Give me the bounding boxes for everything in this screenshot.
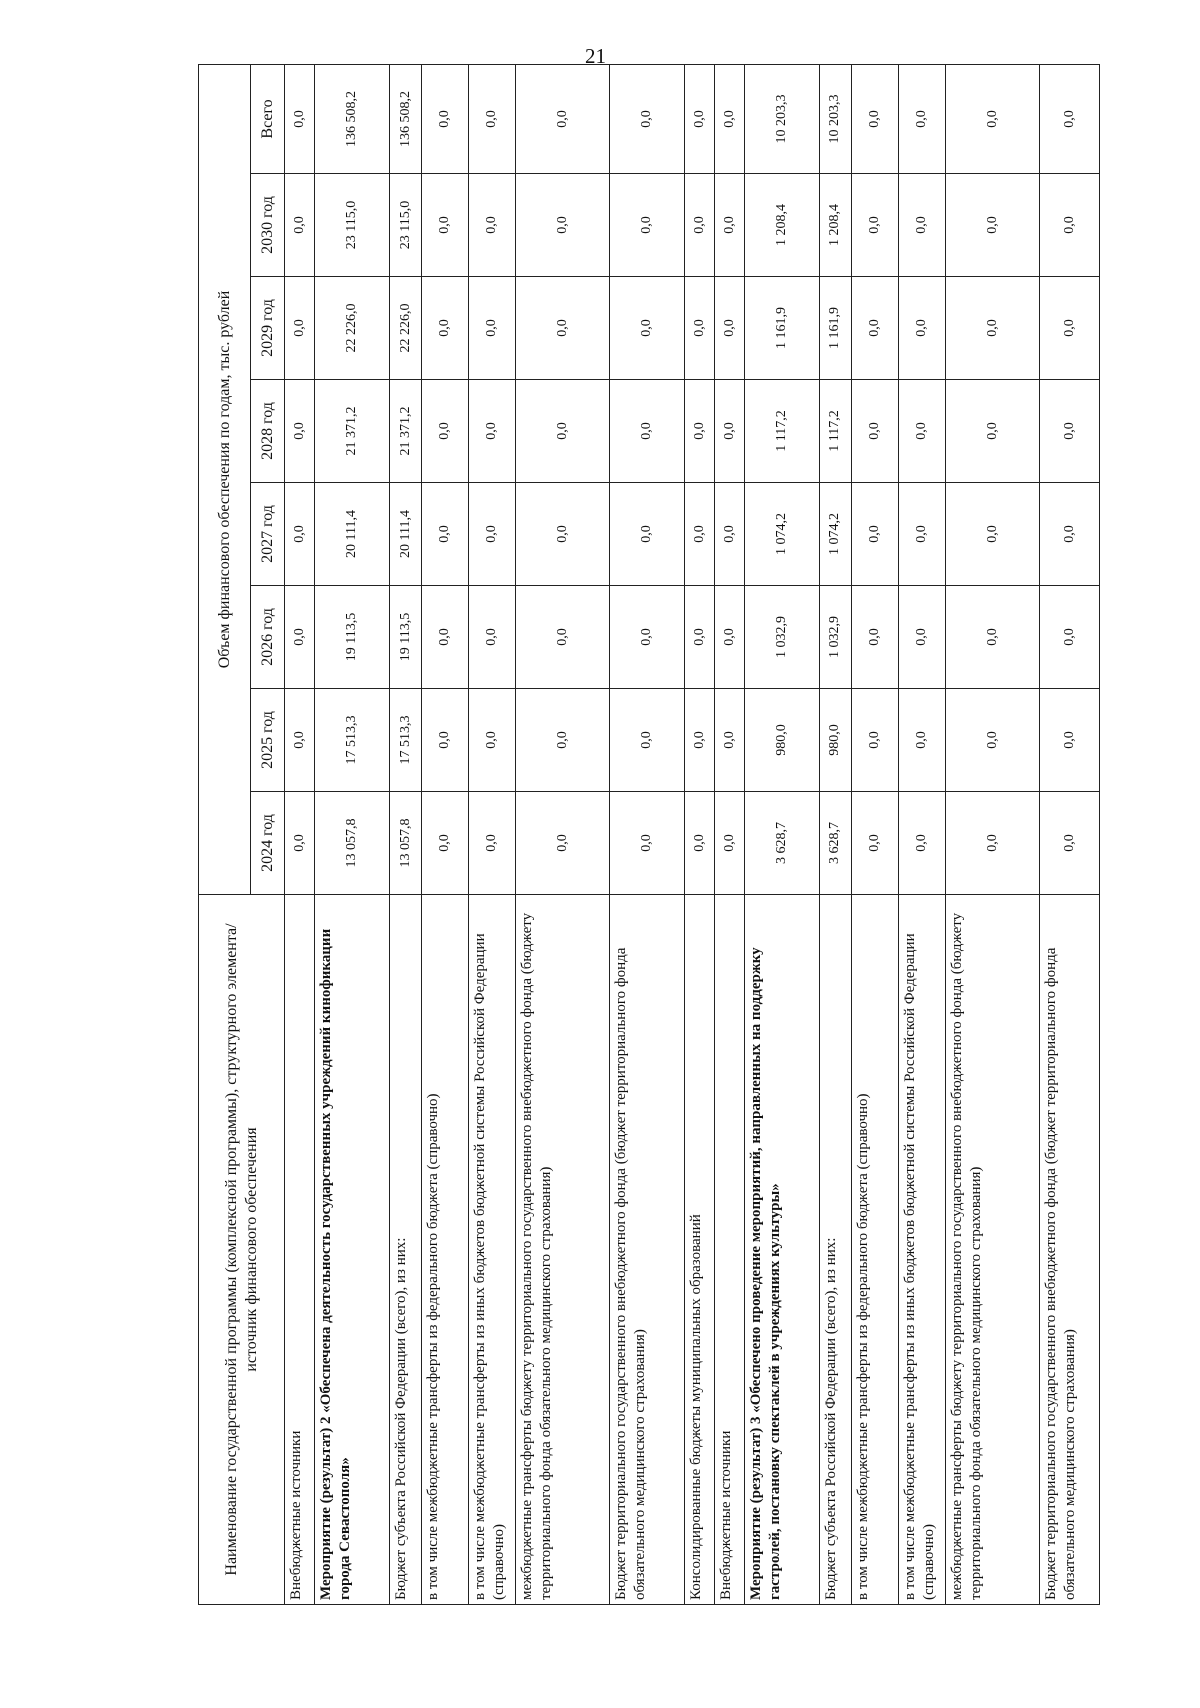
header-name-column: Наименование государственной программы (комплексной программы), структурного элемента/источник финансового обеспечения xyxy=(199,895,285,1605)
row-year-value: 0,0 xyxy=(945,689,1039,792)
row-year-value: 0,0 xyxy=(285,586,315,689)
row-year-value: 0,0 xyxy=(610,380,685,483)
row-year-value: 0,0 xyxy=(851,792,898,895)
row-year-value: 0,0 xyxy=(468,792,515,895)
table-row xyxy=(421,64,468,1604)
row-year-value: 3 628,7 xyxy=(744,792,819,895)
row-year-value: 22 226,0 xyxy=(314,277,389,380)
row-source-name: Консолидированные бюджеты муниципальных образований xyxy=(684,895,714,1605)
row-year-value: 0,0 xyxy=(684,380,714,483)
row-year-value: 1 074,2 xyxy=(744,483,819,586)
row-year-value: 1 117,2 xyxy=(819,380,851,483)
row-year-value: 0,0 xyxy=(421,380,468,483)
row-year-value: 0,0 xyxy=(851,277,898,380)
row-total-value: 10 203,3 xyxy=(744,64,819,173)
header-year-2029: 2029 год xyxy=(251,277,285,380)
row-year-value: 1 074,2 xyxy=(819,483,851,586)
page-number: 21 xyxy=(585,44,606,68)
header-year-2025: 2025 год xyxy=(251,689,285,792)
row-year-value: 0,0 xyxy=(714,689,744,792)
table-row xyxy=(610,64,685,1604)
row-year-value: 0,0 xyxy=(285,483,315,586)
row-year-value: 0,0 xyxy=(945,380,1039,483)
row-year-value: 0,0 xyxy=(851,689,898,792)
row-year-value: 0,0 xyxy=(515,792,609,895)
row-year-value: 0,0 xyxy=(515,380,609,483)
header-total: Всего xyxy=(251,64,285,173)
row-year-value: 0,0 xyxy=(684,174,714,277)
row-year-value: 0,0 xyxy=(684,483,714,586)
row-year-value: 0,0 xyxy=(898,174,945,277)
row-year-value: 0,0 xyxy=(515,689,609,792)
row-year-value: 21 371,2 xyxy=(314,380,389,483)
row-year-value: 0,0 xyxy=(468,689,515,792)
row-year-value: 0,0 xyxy=(714,277,744,380)
row-year-value: 0,0 xyxy=(945,483,1039,586)
row-total-value: 136 508,2 xyxy=(314,64,389,173)
row-total-value: 0,0 xyxy=(898,64,945,173)
rotated-table-container xyxy=(198,65,1100,1605)
table-row xyxy=(285,64,315,1604)
header-year-2024: 2024 год xyxy=(251,792,285,895)
row-year-value: 1 161,9 xyxy=(819,277,851,380)
row-source-name: в том числе межбюджетные трансферты из иных бюджетов бюджетной системы Российской Федерации (справочно) xyxy=(898,895,945,1605)
row-year-value: 0,0 xyxy=(610,277,685,380)
row-year-value: 0,0 xyxy=(945,586,1039,689)
row-year-value: 0,0 xyxy=(898,792,945,895)
row-year-value: 0,0 xyxy=(684,586,714,689)
row-year-value: 0,0 xyxy=(898,689,945,792)
table-row xyxy=(1039,64,1099,1604)
row-total-value: 136 508,2 xyxy=(389,64,421,173)
row-source-name: в том числе межбюджетные трансферты из иных бюджетов бюджетной системы Российской Федерации (справочно) xyxy=(468,895,515,1605)
row-year-value: 0,0 xyxy=(421,586,468,689)
row-year-value: 0,0 xyxy=(714,483,744,586)
row-year-value: 0,0 xyxy=(421,689,468,792)
row-year-value: 20 111,4 xyxy=(389,483,421,586)
row-year-value: 0,0 xyxy=(851,483,898,586)
row-year-value: 0,0 xyxy=(285,792,315,895)
table-row xyxy=(744,64,819,1604)
row-year-value: 0,0 xyxy=(610,792,685,895)
table-row xyxy=(945,64,1039,1604)
row-source-name: Бюджет территориального государственного внебюджетного фонда (бюджет территориального фонда обязательного медицинского страхования) xyxy=(1039,895,1099,1605)
row-year-value: 17 513,3 xyxy=(389,689,421,792)
row-total-value: 0,0 xyxy=(851,64,898,173)
row-year-value: 0,0 xyxy=(421,277,468,380)
row-source-name: Внебюджетные источники xyxy=(285,895,315,1605)
row-year-value: 0,0 xyxy=(515,277,609,380)
row-total-value: 0,0 xyxy=(285,64,315,173)
row-year-value: 0,0 xyxy=(945,277,1039,380)
row-total-value: 0,0 xyxy=(1039,64,1099,173)
row-source-name: межбюджетные трансферты бюджету территориального государственного внебюджетного фонда (бюджету территориального фонда обязательного медицинского страхования) xyxy=(945,895,1039,1605)
row-year-value: 1 032,9 xyxy=(744,586,819,689)
header-year-2027: 2027 год xyxy=(251,483,285,586)
row-year-value: 0,0 xyxy=(285,174,315,277)
row-year-value: 0,0 xyxy=(421,792,468,895)
row-year-value: 0,0 xyxy=(898,483,945,586)
row-year-value: 0,0 xyxy=(285,689,315,792)
row-year-value: 0,0 xyxy=(1039,792,1099,895)
row-year-value: 0,0 xyxy=(1039,689,1099,792)
row-year-value: 0,0 xyxy=(714,792,744,895)
row-year-value: 1 208,4 xyxy=(819,174,851,277)
row-year-value: 0,0 xyxy=(1039,380,1099,483)
table-row xyxy=(898,64,945,1604)
row-total-value: 0,0 xyxy=(468,64,515,173)
table-row xyxy=(515,64,609,1604)
row-year-value: 19 113,5 xyxy=(389,586,421,689)
row-year-value: 0,0 xyxy=(285,380,315,483)
row-year-value: 0,0 xyxy=(714,174,744,277)
table-row xyxy=(819,64,851,1604)
row-year-value: 0,0 xyxy=(610,586,685,689)
row-total-value: 0,0 xyxy=(515,64,609,173)
row-year-value: 1 117,2 xyxy=(744,380,819,483)
row-year-value: 0,0 xyxy=(898,586,945,689)
row-year-value: 0,0 xyxy=(468,380,515,483)
row-year-value: 23 115,0 xyxy=(314,174,389,277)
row-year-value: 0,0 xyxy=(945,174,1039,277)
row-year-value: 20 111,4 xyxy=(314,483,389,586)
row-year-value: 0,0 xyxy=(945,792,1039,895)
row-year-value: 0,0 xyxy=(515,483,609,586)
row-year-value: 23 115,0 xyxy=(389,174,421,277)
row-year-value: 0,0 xyxy=(515,586,609,689)
header-volume-title: Объем финансового обеспечения по годам, тыс. рублей xyxy=(199,64,251,894)
row-source-name: Мероприятие (результат) 3 «Обеспечено проведение мероприятий, направленных на поддержку гастролей, постановку спектаклей в учреждениях культуры» xyxy=(744,895,819,1605)
table-row xyxy=(851,64,898,1604)
row-source-name: межбюджетные трансферты бюджету территориального государственного внебюджетного фонда (бюджету территориального фонда обязательного медицинского страхования) xyxy=(515,895,609,1605)
row-year-value: 0,0 xyxy=(468,174,515,277)
row-year-value: 22 226,0 xyxy=(389,277,421,380)
row-total-value: 0,0 xyxy=(610,64,685,173)
row-total-value: 0,0 xyxy=(714,64,744,173)
row-year-value: 0,0 xyxy=(851,174,898,277)
row-year-value: 0,0 xyxy=(515,174,609,277)
row-source-name: Мероприятие (результат) 2 «Обеспечена деятельность государственных учреждений кинофикации города Севастополя» xyxy=(314,895,389,1605)
row-year-value: 0,0 xyxy=(851,380,898,483)
row-source-name: Бюджет территориального государственного внебюджетного фонда (бюджет территориального фонда обязательного медицинского страхования) xyxy=(610,895,685,1605)
row-source-name: Бюджет субъекта Российской Федерации (всего), из них: xyxy=(389,895,421,1605)
row-year-value: 19 113,5 xyxy=(314,586,389,689)
row-source-name: в том числе межбюджетные трансферты из федерального бюджета (справочно) xyxy=(851,895,898,1605)
row-year-value: 0,0 xyxy=(1039,586,1099,689)
row-year-value: 0,0 xyxy=(1039,174,1099,277)
row-year-value: 0,0 xyxy=(468,277,515,380)
financing-table xyxy=(198,64,1100,1605)
header-year-2028: 2028 год xyxy=(251,380,285,483)
row-year-value: 13 057,8 xyxy=(314,792,389,895)
table-row xyxy=(684,64,714,1604)
row-year-value: 0,0 xyxy=(610,689,685,792)
row-total-value: 0,0 xyxy=(945,64,1039,173)
row-year-value: 980,0 xyxy=(744,689,819,792)
table-row xyxy=(314,64,389,1604)
table-row xyxy=(468,64,515,1604)
row-year-value: 0,0 xyxy=(468,483,515,586)
row-year-value: 0,0 xyxy=(468,586,515,689)
row-year-value: 3 628,7 xyxy=(819,792,851,895)
row-year-value: 0,0 xyxy=(851,586,898,689)
row-year-value: 0,0 xyxy=(684,792,714,895)
row-year-value: 1 208,4 xyxy=(744,174,819,277)
row-year-value: 0,0 xyxy=(421,483,468,586)
row-year-value: 0,0 xyxy=(684,689,714,792)
row-year-value: 980,0 xyxy=(819,689,851,792)
row-year-value: 0,0 xyxy=(285,277,315,380)
row-year-value: 21 371,2 xyxy=(389,380,421,483)
row-year-value: 0,0 xyxy=(714,586,744,689)
header-year-2026: 2026 год xyxy=(251,586,285,689)
row-year-value: 17 513,3 xyxy=(314,689,389,792)
row-total-value: 0,0 xyxy=(684,64,714,173)
row-source-name: Бюджет субъекта Российской Федерации (всего), из них: xyxy=(819,895,851,1605)
row-year-value: 0,0 xyxy=(1039,277,1099,380)
row-year-value: 0,0 xyxy=(898,277,945,380)
row-year-value: 0,0 xyxy=(1039,483,1099,586)
row-total-value: 10 203,3 xyxy=(819,64,851,173)
row-year-value: 0,0 xyxy=(684,277,714,380)
row-year-value: 0,0 xyxy=(610,174,685,277)
table-body xyxy=(285,64,1100,1604)
row-source-name: Внебюджетные источники xyxy=(714,895,744,1605)
header-year-2030: 2030 год xyxy=(251,174,285,277)
row-year-value: 0,0 xyxy=(714,380,744,483)
row-source-name: в том числе межбюджетные трансферты из федерального бюджета (справочно) xyxy=(421,895,468,1605)
row-year-value: 13 057,8 xyxy=(389,792,421,895)
row-year-value: 0,0 xyxy=(898,380,945,483)
row-year-value: 1 032,9 xyxy=(819,586,851,689)
row-year-value: 1 161,9 xyxy=(744,277,819,380)
table-row xyxy=(389,64,421,1604)
table-row xyxy=(714,64,744,1604)
row-year-value: 0,0 xyxy=(610,483,685,586)
row-year-value: 0,0 xyxy=(421,174,468,277)
row-total-value: 0,0 xyxy=(421,64,468,173)
